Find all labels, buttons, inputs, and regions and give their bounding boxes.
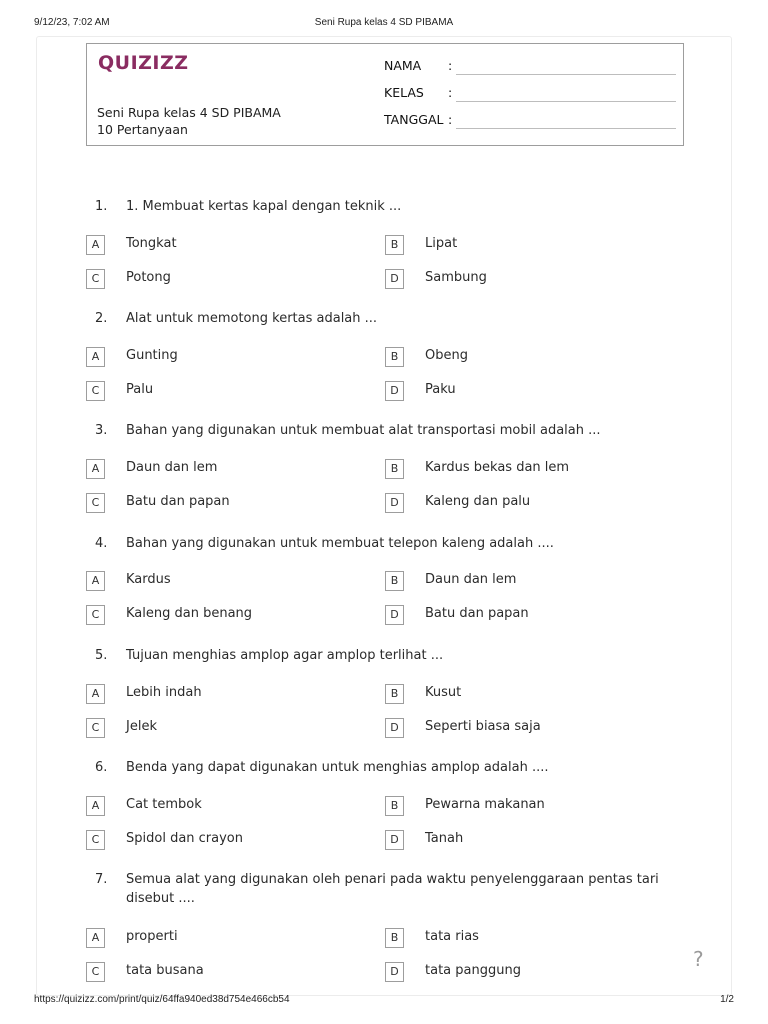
option-letter: C <box>86 830 105 850</box>
option-text: properti <box>126 929 178 944</box>
option-text: Kusut <box>425 685 462 700</box>
print-footer <box>34 994 734 1008</box>
name-field <box>384 58 676 76</box>
option-letter: A <box>86 459 105 479</box>
option-text: Jelek <box>126 719 157 734</box>
option-text: tata busana <box>126 963 204 978</box>
option-letter: C <box>86 962 105 982</box>
option-text: Tanah <box>425 831 464 846</box>
option-letter: D <box>385 962 404 982</box>
option-letter: C <box>86 605 105 625</box>
question-number: 1. <box>95 199 108 214</box>
option-letter: B <box>385 235 404 255</box>
question-number: 2. <box>95 311 108 326</box>
question-count: 10 Pertanyaan <box>97 122 188 137</box>
option-text: Potong <box>126 270 171 285</box>
quiz-header-box <box>86 43 684 146</box>
option-text: Gunting <box>126 348 178 363</box>
option-text: Paku <box>425 382 456 397</box>
option-letter: B <box>385 571 404 591</box>
date-colon: : <box>448 112 453 127</box>
question-number: 5. <box>95 648 108 663</box>
option-letter: A <box>86 796 105 816</box>
class-field <box>384 85 676 103</box>
option-text: Pewarna makanan <box>425 797 545 812</box>
option-letter: D <box>385 830 404 850</box>
option-text: Tongkat <box>126 236 177 251</box>
question-text: Benda yang dapat digunakan untuk menghias amplop adalah .... <box>126 760 549 775</box>
question-number: 6. <box>95 760 108 775</box>
option-text: Obeng <box>425 348 468 363</box>
question-text: Tujuan menghias amplop agar amplop terlihat ... <box>126 648 444 663</box>
date-label: TANGGAL <box>384 112 444 127</box>
class-label: KELAS <box>384 85 424 100</box>
option-text: Kaleng dan benang <box>126 606 253 621</box>
question-text: Semua alat yang digunakan oleh penari pada waktu penyelenggaraan pentas tari disebut .... <box>126 872 659 906</box>
question-text: Alat untuk memotong kertas adalah ... <box>126 311 378 326</box>
option-text: tata rias <box>425 929 479 944</box>
quiz-sheet <box>36 36 732 996</box>
print-datetime: 9/12/23, 7:02 AM <box>34 17 110 28</box>
option-letter: A <box>86 571 105 591</box>
option-text: Sambung <box>425 270 487 285</box>
page-number: 1/2 <box>720 994 734 1005</box>
class-colon: : <box>448 85 453 100</box>
option-text: Kaleng dan palu <box>425 494 531 509</box>
option-letter: D <box>385 605 404 625</box>
print-title: Seni Rupa kelas 4 SD PIBAMA <box>314 17 454 28</box>
option-text: Seperti biasa saja <box>425 719 541 734</box>
print-header <box>34 17 734 31</box>
option-text: Batu dan papan <box>126 494 230 509</box>
option-letter: A <box>86 684 105 704</box>
option-text: Batu dan papan <box>425 606 529 621</box>
date-line <box>456 128 676 129</box>
option-text: Lebih indah <box>126 685 202 700</box>
option-text: Daun dan lem <box>425 572 517 587</box>
print-url: https://quizizz.com/print/quiz/64ffa940ed38d754e466cb54 <box>34 994 290 1005</box>
option-text: Lipat <box>425 236 458 251</box>
name-colon: : <box>448 58 453 73</box>
option-letter: D <box>385 718 404 738</box>
option-text: Cat tembok <box>126 797 202 812</box>
question-text: Bahan yang digunakan untuk membuat alat transportasi mobil adalah ... <box>126 423 601 438</box>
option-letter: C <box>86 493 105 513</box>
option-letter: A <box>86 235 105 255</box>
option-text: Daun dan lem <box>126 460 218 475</box>
quizizz-logo: QUIZIZZ <box>98 52 189 74</box>
option-letter: B <box>385 796 404 816</box>
option-text: tata panggung <box>425 963 521 978</box>
help-icon[interactable]: ? <box>693 947 704 971</box>
date-field <box>384 112 676 130</box>
question-number: 7. <box>95 872 108 887</box>
option-letter: A <box>86 928 105 948</box>
option-text: Kardus <box>126 572 171 587</box>
option-text: Kardus bekas dan lem <box>425 460 570 475</box>
option-letter: D <box>385 269 404 289</box>
question-text: Bahan yang digunakan untuk membuat telepon kaleng adalah .... <box>126 536 554 551</box>
option-letter: D <box>385 381 404 401</box>
class-line <box>456 101 676 102</box>
name-line <box>456 74 676 75</box>
question-number: 4. <box>95 536 108 551</box>
question-text: 1. Membuat kertas kapal dengan teknik ... <box>126 199 402 214</box>
option-letter: B <box>385 459 404 479</box>
option-text: Palu <box>126 382 154 397</box>
question-number: 3. <box>95 423 108 438</box>
option-letter: C <box>86 381 105 401</box>
option-letter: B <box>385 928 404 948</box>
option-letter: C <box>86 269 105 289</box>
option-text: Spidol dan crayon <box>126 831 243 846</box>
name-label: NAMA <box>384 58 422 73</box>
option-letter: B <box>385 684 404 704</box>
option-letter: B <box>385 347 404 367</box>
option-letter: D <box>385 493 404 513</box>
option-letter: A <box>86 347 105 367</box>
option-letter: C <box>86 718 105 738</box>
quiz-title: Seni Rupa kelas 4 SD PIBAMA <box>97 105 281 120</box>
